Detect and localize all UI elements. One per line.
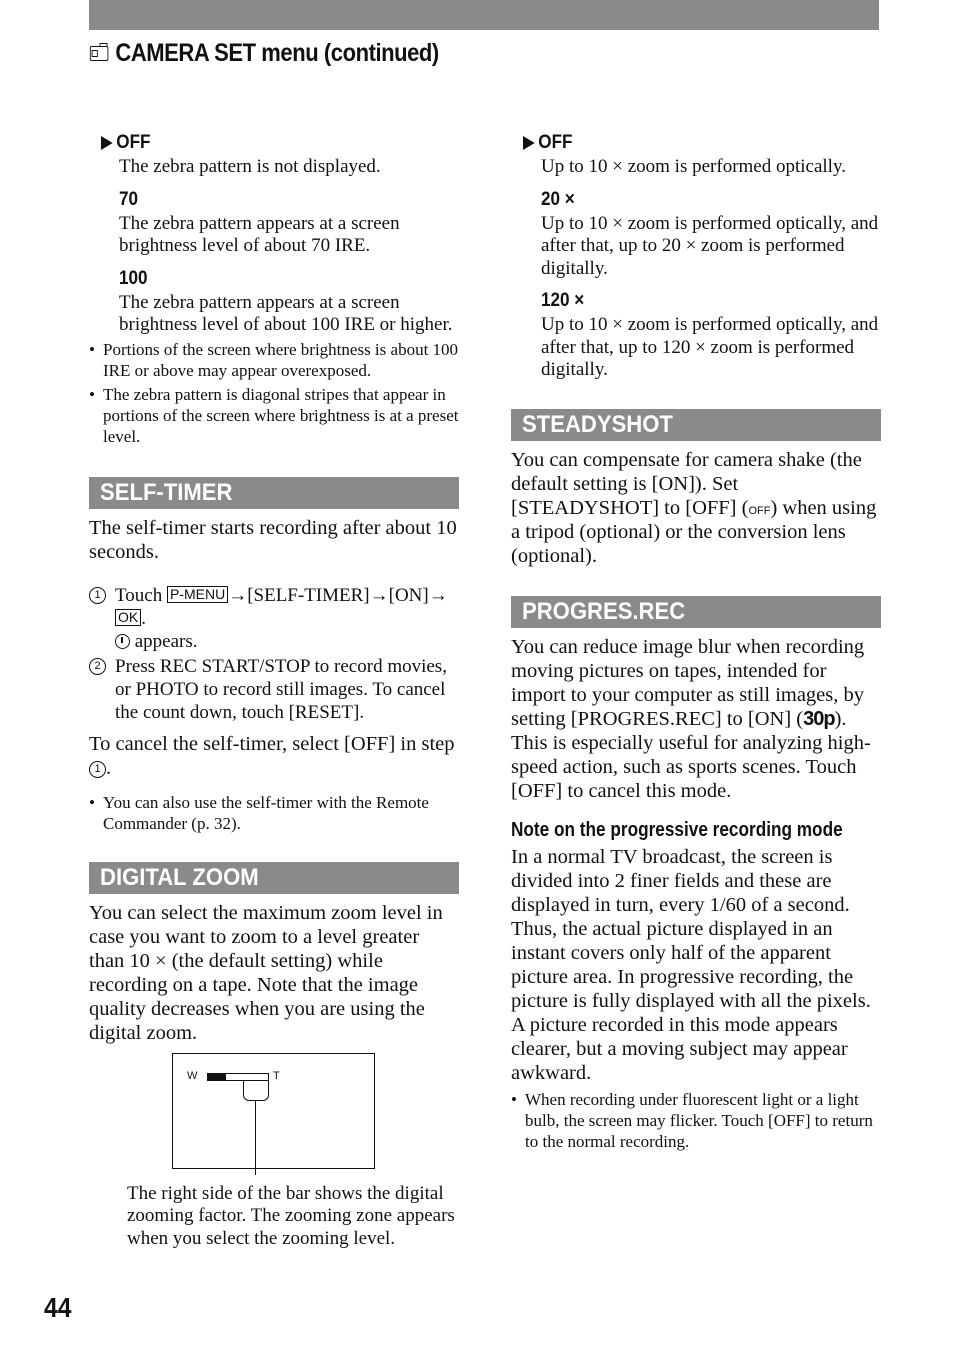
- right-column: [511, 130, 881, 1152]
- zoom-option-20x: 20 ×: [541, 188, 575, 210]
- zoom-callout-line: [255, 1101, 256, 1175]
- progressive-30p-icon: 30p: [803, 707, 835, 730]
- steadyshot-off-icon: OFF: [748, 504, 771, 517]
- page-title-text: CAMERA SET menu (continued): [115, 38, 439, 67]
- zoom-caption: The right side of the bar shows the digital zooming factor. The zooming zone appears when you select the zooming level.: [127, 1182, 455, 1249]
- zoom-bar-fill: [208, 1074, 226, 1080]
- step-number: 1: [89, 761, 106, 778]
- zebra-option-desc: The zebra pattern appears at a screen brightness level of about 70 IRE.: [119, 212, 400, 256]
- steadyshot-text: You can compensate for camera shake (the default setting is [ON]). Set [STEADYSHOT] to [OFF] (OFF) when using a tripod (optional) or the conversion lens (optional).: [511, 448, 877, 567]
- zoom-zone-bracket: [243, 1081, 269, 1101]
- zoom-option-desc: Up to 10 × zoom is performed optically, and after that, up to 20 × zoom is performed digitally.: [541, 212, 879, 279]
- zebra-note: • The zebra pattern is diagonal stripes that appear in portions of the screen where brightness is at a preset level.: [89, 384, 459, 447]
- self-timer-note: • You can also use the self-timer with the Remote Commander (p. 32).: [89, 792, 459, 834]
- self-timer-cancel: To cancel the self-timer, select [OFF] in step 1 .: [89, 732, 455, 779]
- ok-button-icon: OK: [115, 609, 141, 626]
- progressive-note-heading: Note on the progressive recording mode: [511, 818, 843, 841]
- progres-rec-text: You can reduce image blur when recording moving pictures on tapes, intended for import to your computer as still images, by setting [PROGRES.REC] to [ON] (30p). This is especially useful for analyzing high-speed action, such as sports scenes. Touch [OFF] to cancel this mode.: [511, 635, 871, 802]
- page-number: 44: [44, 1292, 72, 1323]
- progres-rec-heading: PROGRES.REC: [511, 596, 881, 628]
- zebra-option-desc: The zebra pattern appears at a screen brightness level of about 100 IRE or higher.: [119, 291, 453, 335]
- digital-zoom-intro: You can select the maximum zoom level in case you want to zoom to a level greater than 10 × (the default setting) while recording on a tape. Note that the image quality decreases when you are using the digital zoom.: [89, 901, 443, 1044]
- header-bar: [89, 0, 879, 30]
- camera-set-icon: [89, 43, 110, 63]
- digital-zoom-heading: DIGITAL ZOOM: [89, 862, 459, 894]
- self-timer-icon: [115, 634, 130, 649]
- progressive-note-body: In a normal TV broadcast, the screen is divided into 2 finer fields and these are displayed in turn, every 1/60 of a second. Thus, the actual picture displayed in an instant covers only half of the apparent picture area. In progressive recording, the picture is fully displayed with all the pixels. A picture recorded in this mode appears clearer, but a moving subject may appear awkward.: [511, 845, 871, 1084]
- zoom-option-desc: Up to 10 × zoom is performed optically, and after that, up to 120 × zoom is performed digitally.: [541, 314, 879, 380]
- zoom-tele-label: T: [273, 1069, 280, 1082]
- self-timer-step-2: 2 Press REC START/STOP to record movies, or PHOTO to record still images. To cancel the count down, touch [RESET].: [89, 655, 459, 724]
- self-timer-step-1: 1 Touch P-MENU →[SELF-TIMER]→[ON]→ OK . appears.: [89, 584, 459, 653]
- left-column: [89, 130, 459, 1250]
- zoom-option-desc: Up to 10 × zoom is performed optically.: [541, 156, 846, 177]
- zoom-bar: [207, 1073, 269, 1081]
- zoom-bar-illustration: [172, 1053, 375, 1169]
- p-menu-button-icon: P-MENU: [167, 586, 228, 603]
- default-arrow-icon: [523, 136, 535, 150]
- zebra-option-desc: The zebra pattern is not displayed.: [119, 156, 381, 177]
- zebra-option-70: 70: [119, 188, 139, 210]
- zoom-wide-label: W: [187, 1069, 198, 1082]
- step-number: 1: [89, 587, 106, 604]
- default-arrow-icon: [101, 136, 113, 150]
- zebra-option-100: 100: [119, 267, 148, 289]
- self-timer-heading: SELF-TIMER: [89, 477, 459, 509]
- self-timer-intro: The self-timer starts recording after about 10 seconds.: [89, 516, 457, 563]
- page-title: [89, 36, 439, 70]
- steadyshot-heading: STEADYSHOT: [511, 409, 881, 441]
- progressive-note-bullet: • When recording under fluorescent light or a light bulb, the screen may flicker. Touch [OFF] to return to the normal recording.: [511, 1089, 881, 1152]
- zoom-option-off: OFF: [523, 130, 845, 156]
- zebra-option-off: OFF: [101, 130, 423, 156]
- zoom-option-120x: 120 ×: [541, 290, 585, 311]
- step-number: 2: [89, 658, 106, 675]
- zebra-note: • Portions of the screen where brightness is about 100 IRE or above may appear overexposed.: [89, 339, 459, 381]
